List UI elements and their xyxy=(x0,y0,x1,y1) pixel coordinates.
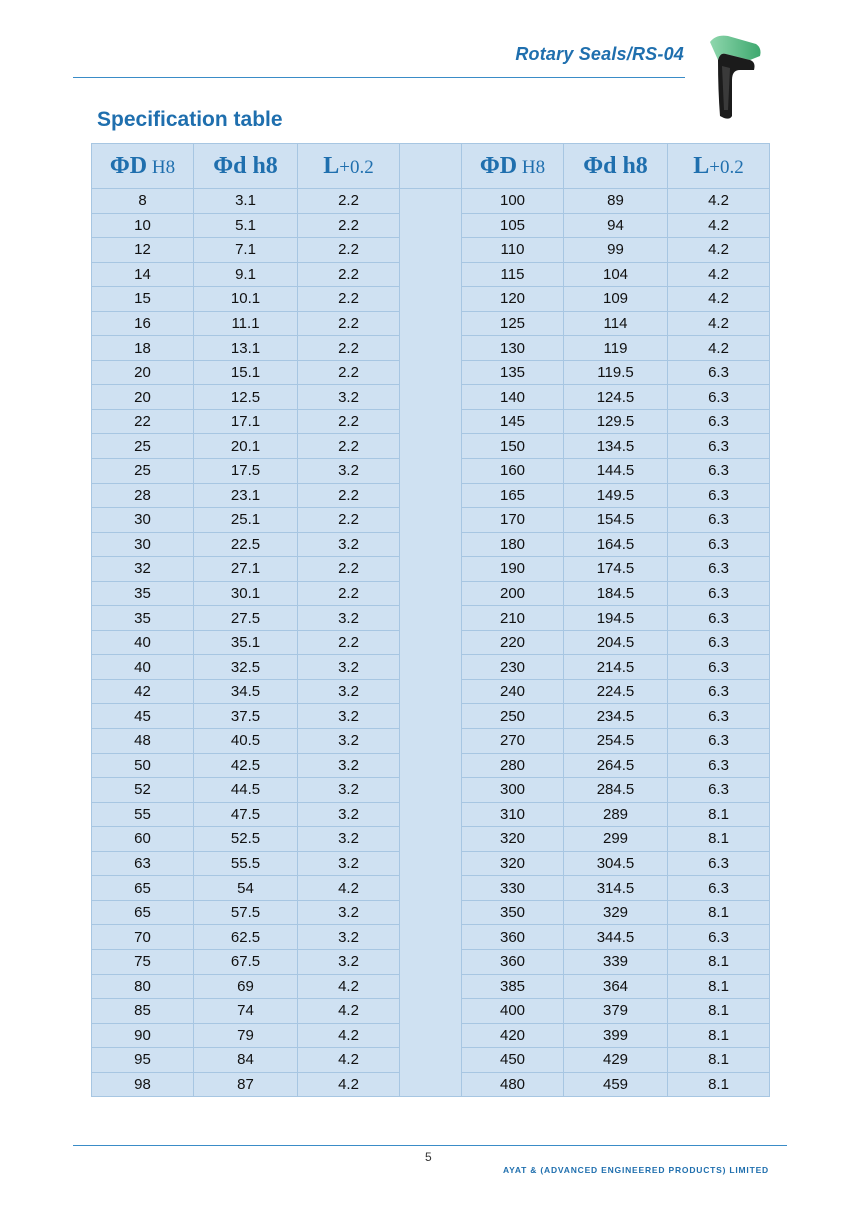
table-cell: 4.2 xyxy=(298,1048,400,1073)
table-cell: 13.1 xyxy=(194,336,298,361)
table-cell: 105 xyxy=(462,213,564,238)
table-cell: 28 xyxy=(92,483,194,508)
table-cell: 314.5 xyxy=(564,876,668,901)
table-cell: 75 xyxy=(92,949,194,974)
table-cell: 16 xyxy=(92,311,194,336)
table-cell: 8.1 xyxy=(668,802,770,827)
table-cell: 184.5 xyxy=(564,581,668,606)
table-cell: 150 xyxy=(462,434,564,459)
table-cell: 329 xyxy=(564,900,668,925)
table-cell: 18 xyxy=(92,336,194,361)
table-cell: 94 xyxy=(564,213,668,238)
table-cell: 214.5 xyxy=(564,655,668,680)
col-header-length-left: L+0.2 xyxy=(298,144,400,189)
table-cell: 4.2 xyxy=(298,999,400,1024)
table-cell: 6.3 xyxy=(668,532,770,557)
table-cell: 3.2 xyxy=(298,655,400,680)
table-cell: 350 xyxy=(462,900,564,925)
table-cell: 12.5 xyxy=(194,385,298,410)
specification-table xyxy=(91,143,769,1100)
table-gap-column xyxy=(400,189,462,1097)
col-header-length-right: L+0.2 xyxy=(668,144,770,189)
table-cell: 9.1 xyxy=(194,262,298,287)
table-cell: 6.3 xyxy=(668,630,770,655)
table-cell: 3.2 xyxy=(298,900,400,925)
table-cell: 3.2 xyxy=(298,949,400,974)
table-cell: 27.5 xyxy=(194,606,298,631)
table-cell: 254.5 xyxy=(564,729,668,754)
table-cell: 2.2 xyxy=(298,508,400,533)
table-cell: 6.3 xyxy=(668,459,770,484)
table-cell: 190 xyxy=(462,557,564,582)
table-cell: 15.1 xyxy=(194,360,298,385)
table-cell: 3.2 xyxy=(298,704,400,729)
header-title: Rotary Seals/RS-04 xyxy=(515,44,684,64)
table-cell: 120 xyxy=(462,287,564,312)
col-header-gap xyxy=(400,144,462,189)
table-cell: 200 xyxy=(462,581,564,606)
table-cell: 164.5 xyxy=(564,532,668,557)
table-cell: 6.3 xyxy=(668,679,770,704)
table-cell: 104 xyxy=(564,262,668,287)
table-cell: 264.5 xyxy=(564,753,668,778)
table-cell: 22.5 xyxy=(194,532,298,557)
table-cell: 399 xyxy=(564,1023,668,1048)
table-cell: 80 xyxy=(92,974,194,999)
table-cell: 6.3 xyxy=(668,876,770,901)
table-cell: 280 xyxy=(462,753,564,778)
table-cell: 57.5 xyxy=(194,900,298,925)
table-cell: 52.5 xyxy=(194,827,298,852)
col-header-inner-diameter-right: Φd h8 xyxy=(564,144,668,189)
table-cell: 35 xyxy=(92,581,194,606)
table-cell: 3.2 xyxy=(298,679,400,704)
table-cell: 6.3 xyxy=(668,753,770,778)
table-cell: 40 xyxy=(92,630,194,655)
table-cell: 4.2 xyxy=(668,287,770,312)
table-cell: 32 xyxy=(92,557,194,582)
table-cell: 3.2 xyxy=(298,802,400,827)
table-cell: 119.5 xyxy=(564,360,668,385)
table-cell: 154.5 xyxy=(564,508,668,533)
table-cell: 3.2 xyxy=(298,729,400,754)
table-cell: 2.2 xyxy=(298,262,400,287)
table-cell: 3.2 xyxy=(298,827,400,852)
table-cell: 129.5 xyxy=(564,409,668,434)
table-cell: 8.1 xyxy=(668,949,770,974)
table-cell: 320 xyxy=(462,851,564,876)
table-cell: 360 xyxy=(462,925,564,950)
table-cell: 330 xyxy=(462,876,564,901)
table-cell: 55.5 xyxy=(194,851,298,876)
table-cell: 20 xyxy=(92,360,194,385)
table-cell: 89 xyxy=(564,189,668,214)
table-cell: 4.2 xyxy=(668,189,770,214)
company-name: AYAT & (ADVANCED ENGINEERED PRODUCTS) LIMITED xyxy=(503,1165,769,1175)
table-cell: 8 xyxy=(92,189,194,214)
table-cell: 6.3 xyxy=(668,581,770,606)
table-cell: 124.5 xyxy=(564,385,668,410)
table-cell: 310 xyxy=(462,802,564,827)
table-cell: 240 xyxy=(462,679,564,704)
table-cell: 344.5 xyxy=(564,925,668,950)
table-cell: 32.5 xyxy=(194,655,298,680)
table-cell: 2.2 xyxy=(298,557,400,582)
table-cell: 15 xyxy=(92,287,194,312)
table-cell: 140 xyxy=(462,385,564,410)
table-cell: 90 xyxy=(92,1023,194,1048)
table-cell: 304.5 xyxy=(564,851,668,876)
table-cell: 400 xyxy=(462,999,564,1024)
table-header-row xyxy=(92,144,770,189)
table-cell: 6.3 xyxy=(668,606,770,631)
table-cell: 22 xyxy=(92,409,194,434)
table-cell: 284.5 xyxy=(564,778,668,803)
table-cell: 6.3 xyxy=(668,851,770,876)
table-cell: 6.3 xyxy=(668,508,770,533)
table-cell: 6.3 xyxy=(668,778,770,803)
table-cell: 300 xyxy=(462,778,564,803)
table-cell: 42.5 xyxy=(194,753,298,778)
table-cell: 10.1 xyxy=(194,287,298,312)
table-cell: 3.2 xyxy=(298,532,400,557)
table-cell: 50 xyxy=(92,753,194,778)
rotary-seal-logo-icon xyxy=(706,30,764,122)
table-cell: 42 xyxy=(92,679,194,704)
table-cell: 3.2 xyxy=(298,385,400,410)
table-cell: 180 xyxy=(462,532,564,557)
table-cell: 25.1 xyxy=(194,508,298,533)
table-row xyxy=(92,189,770,214)
table-cell: 17.1 xyxy=(194,409,298,434)
table-cell: 6.3 xyxy=(668,925,770,950)
table-cell: 144.5 xyxy=(564,459,668,484)
table-cell: 3.2 xyxy=(298,459,400,484)
table-cell: 165 xyxy=(462,483,564,508)
table-cell: 79 xyxy=(194,1023,298,1048)
table-cell: 224.5 xyxy=(564,679,668,704)
table-cell: 8.1 xyxy=(668,900,770,925)
table-cell: 34.5 xyxy=(194,679,298,704)
table-cell: 65 xyxy=(92,900,194,925)
table-cell: 2.2 xyxy=(298,581,400,606)
table-cell: 7.1 xyxy=(194,238,298,263)
table-cell: 99 xyxy=(564,238,668,263)
table-cell: 125 xyxy=(462,311,564,336)
table-cell: 20.1 xyxy=(194,434,298,459)
table-cell: 2.2 xyxy=(298,483,400,508)
col-header-inner-diameter-left: Φd h8 xyxy=(194,144,298,189)
table-cell: 8.1 xyxy=(668,974,770,999)
table-cell: 130 xyxy=(462,336,564,361)
table-cell: 8.1 xyxy=(668,1072,770,1097)
table-cell: 37.5 xyxy=(194,704,298,729)
table-cell: 2.2 xyxy=(298,287,400,312)
table-cell: 47.5 xyxy=(194,802,298,827)
table-cell: 20 xyxy=(92,385,194,410)
col-header-outer-diameter-right: ΦD H8 xyxy=(462,144,564,189)
table-cell: 299 xyxy=(564,827,668,852)
table-cell: 2.2 xyxy=(298,434,400,459)
table-cell: 10 xyxy=(92,213,194,238)
table-cell: 4.2 xyxy=(298,876,400,901)
table-cell: 8.1 xyxy=(668,827,770,852)
table-cell: 204.5 xyxy=(564,630,668,655)
table-cell: 385 xyxy=(462,974,564,999)
table-cell: 45 xyxy=(92,704,194,729)
page-number: 5 xyxy=(425,1150,432,1164)
table-cell: 339 xyxy=(564,949,668,974)
table-cell: 114 xyxy=(564,311,668,336)
col-header-outer-diameter-left: ΦD H8 xyxy=(92,144,194,189)
table-cell: 210 xyxy=(462,606,564,631)
table-cell: 30.1 xyxy=(194,581,298,606)
table-cell: 35.1 xyxy=(194,630,298,655)
table-cell: 40 xyxy=(92,655,194,680)
table-cell: 54 xyxy=(194,876,298,901)
table-cell: 35 xyxy=(92,606,194,631)
table-cell: 6.3 xyxy=(668,557,770,582)
table-cell: 4.2 xyxy=(668,213,770,238)
table-cell: 6.3 xyxy=(668,360,770,385)
table-cell: 62.5 xyxy=(194,925,298,950)
table-cell: 250 xyxy=(462,704,564,729)
table-cell: 170 xyxy=(462,508,564,533)
table-cell: 65 xyxy=(92,876,194,901)
table-cell: 6.3 xyxy=(668,409,770,434)
table-cell: 289 xyxy=(564,802,668,827)
table-cell: 2.2 xyxy=(298,311,400,336)
table-cell: 48 xyxy=(92,729,194,754)
table-cell: 360 xyxy=(462,949,564,974)
table-cell: 194.5 xyxy=(564,606,668,631)
table-cell: 429 xyxy=(564,1048,668,1073)
table-cell: 52 xyxy=(92,778,194,803)
table-cell: 5.1 xyxy=(194,213,298,238)
table-cell: 85 xyxy=(92,999,194,1024)
table-cell: 2.2 xyxy=(298,238,400,263)
table-cell: 2.2 xyxy=(298,189,400,214)
table-cell: 145 xyxy=(462,409,564,434)
section-title: Specification table xyxy=(97,108,283,131)
table-cell: 160 xyxy=(462,459,564,484)
table-cell: 8.1 xyxy=(668,1048,770,1073)
table-cell: 70 xyxy=(92,925,194,950)
table-cell: 23.1 xyxy=(194,483,298,508)
table-cell: 4.2 xyxy=(668,311,770,336)
table-cell: 220 xyxy=(462,630,564,655)
table-cell: 8.1 xyxy=(668,999,770,1024)
table-cell: 2.2 xyxy=(298,213,400,238)
footer-divider xyxy=(73,1145,787,1146)
table-cell: 2.2 xyxy=(298,630,400,655)
table-cell: 119 xyxy=(564,336,668,361)
table-cell: 8.1 xyxy=(668,1023,770,1048)
table-cell: 3.2 xyxy=(298,753,400,778)
table-cell: 270 xyxy=(462,729,564,754)
table-cell: 149.5 xyxy=(564,483,668,508)
table-cell: 2.2 xyxy=(298,336,400,361)
table-cell: 74 xyxy=(194,999,298,1024)
table-cell: 60 xyxy=(92,827,194,852)
table-cell: 4.2 xyxy=(668,262,770,287)
table-cell: 40.5 xyxy=(194,729,298,754)
table-cell: 69 xyxy=(194,974,298,999)
table-cell: 14 xyxy=(92,262,194,287)
table-cell: 6.3 xyxy=(668,385,770,410)
table-cell: 3.2 xyxy=(298,606,400,631)
table-cell: 3.2 xyxy=(298,778,400,803)
table-cell: 3.2 xyxy=(298,851,400,876)
table-cell: 4.2 xyxy=(668,238,770,263)
table-cell: 174.5 xyxy=(564,557,668,582)
table-cell: 480 xyxy=(462,1072,564,1097)
table-cell: 63 xyxy=(92,851,194,876)
table-cell: 55 xyxy=(92,802,194,827)
header-divider xyxy=(73,77,685,78)
table-cell: 30 xyxy=(92,532,194,557)
table-cell: 6.3 xyxy=(668,729,770,754)
table-cell: 6.3 xyxy=(668,483,770,508)
table-cell: 364 xyxy=(564,974,668,999)
table-cell: 109 xyxy=(564,287,668,312)
table-cell: 25 xyxy=(92,459,194,484)
table-cell: 115 xyxy=(462,262,564,287)
table-cell: 98 xyxy=(92,1072,194,1097)
table-cell: 6.3 xyxy=(668,434,770,459)
table-cell: 420 xyxy=(462,1023,564,1048)
table-cell: 2.2 xyxy=(298,409,400,434)
table-cell: 100 xyxy=(462,189,564,214)
table-cell: 110 xyxy=(462,238,564,263)
table-cell: 379 xyxy=(564,999,668,1024)
table-cell: 6.3 xyxy=(668,655,770,680)
table-cell: 44.5 xyxy=(194,778,298,803)
table-cell: 67.5 xyxy=(194,949,298,974)
table-cell: 12 xyxy=(92,238,194,263)
table-cell: 450 xyxy=(462,1048,564,1073)
table-cell: 6.3 xyxy=(668,704,770,729)
table-cell: 4.2 xyxy=(668,336,770,361)
table-cell: 25 xyxy=(92,434,194,459)
table-cell: 11.1 xyxy=(194,311,298,336)
table-cell: 4.2 xyxy=(298,1023,400,1048)
table-cell: 17.5 xyxy=(194,459,298,484)
table-cell: 234.5 xyxy=(564,704,668,729)
table-cell: 2.2 xyxy=(298,360,400,385)
table-cell: 320 xyxy=(462,827,564,852)
table-cell: 134.5 xyxy=(564,434,668,459)
table-cell: 4.2 xyxy=(298,1072,400,1097)
table-cell: 95 xyxy=(92,1048,194,1073)
table-cell: 230 xyxy=(462,655,564,680)
table-cell: 87 xyxy=(194,1072,298,1097)
table-cell: 4.2 xyxy=(298,974,400,999)
table-cell: 135 xyxy=(462,360,564,385)
table-cell: 459 xyxy=(564,1072,668,1097)
table-cell: 3.2 xyxy=(298,925,400,950)
table-cell: 27.1 xyxy=(194,557,298,582)
table-cell: 3.1 xyxy=(194,189,298,214)
table-cell: 30 xyxy=(92,508,194,533)
table-cell: 84 xyxy=(194,1048,298,1073)
